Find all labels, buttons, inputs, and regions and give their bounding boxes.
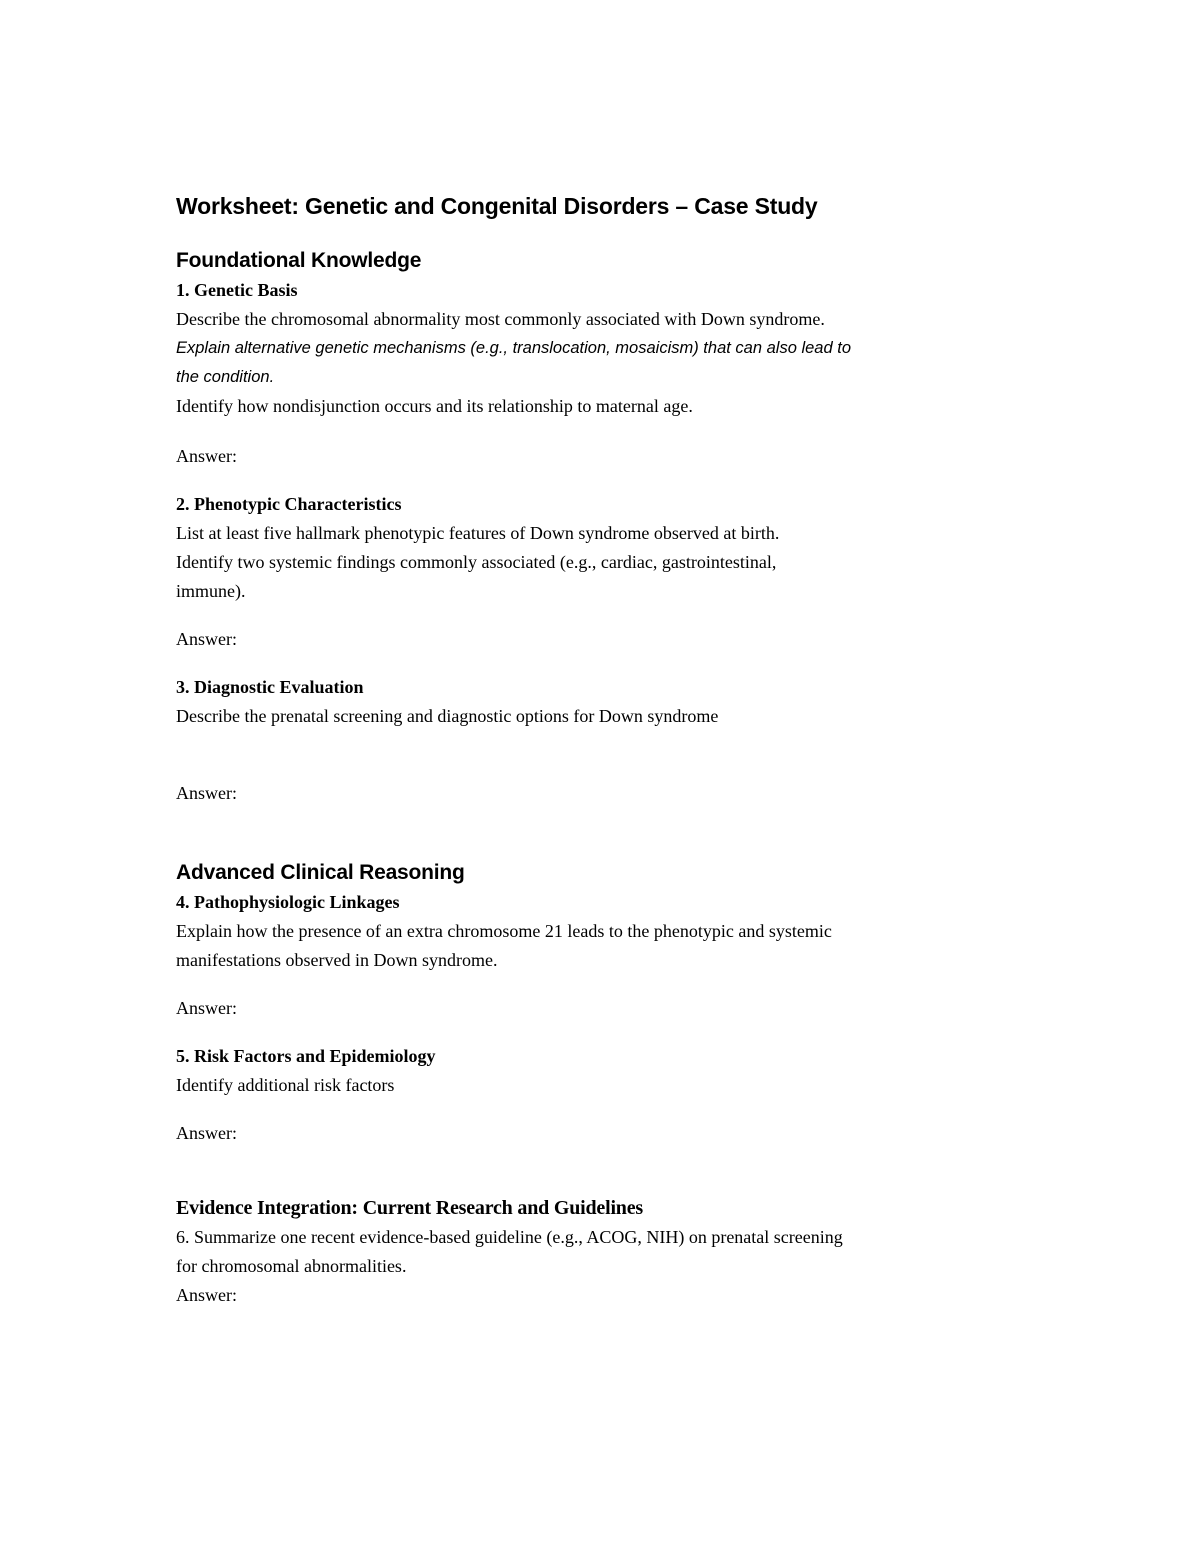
worksheet-page <box>176 190 1056 1310</box>
question-text: Identify two systemic findings commonly associated (e.g., cardiac, gastrointestinal, <box>176 552 777 572</box>
question-1 <box>176 276 1056 471</box>
question-text: Describe the prenatal screening and diagnostic options for Down syndrome <box>176 706 719 726</box>
answer-label: Answer: <box>176 1123 237 1143</box>
question-3 <box>176 673 1056 808</box>
question-title: 2. Phenotypic Characteristics <box>176 494 402 514</box>
question-text: Describe the chromosomal abnormality most commonly associated with Down syndrome. <box>176 309 825 329</box>
question-6 <box>176 1223 1056 1310</box>
section-heading-evidence-integration: Evidence Integration: Current Research and Guidelines <box>176 1197 643 1219</box>
answer-label: Answer: <box>176 1285 237 1305</box>
question-text: immune). <box>176 581 246 601</box>
section-heading-foundational-knowledge: Foundational Knowledge <box>176 249 422 272</box>
question-text: List at least five hallmark phenotypic features of Down syndrome observed at birth. <box>176 523 780 543</box>
question-text: Explain how the presence of an extra chromosome 21 leads to the phenotypic and systemic <box>176 921 832 941</box>
question-2 <box>176 490 1056 654</box>
question-text-italic: the condition. <box>176 368 275 386</box>
question-text: Identify additional risk factors <box>176 1075 395 1095</box>
question-title: 5. Risk Factors and Epidemiology <box>176 1046 436 1066</box>
question-title: 1. Genetic Basis <box>176 280 298 300</box>
question-text: Identify how nondisjunction occurs and its relationship to maternal age. <box>176 396 693 416</box>
section-heading-advanced-clinical-reasoning: Advanced Clinical Reasoning <box>176 861 465 884</box>
answer-label: Answer: <box>176 783 237 803</box>
answer-label: Answer: <box>176 446 237 466</box>
question-title: 3. Diagnostic Evaluation <box>176 677 364 697</box>
question-text: manifestations observed in Down syndrome. <box>176 950 498 970</box>
question-title: 4. Pathophysiologic Linkages <box>176 892 400 912</box>
question-4 <box>176 888 1056 1023</box>
document-title: Worksheet: Genetic and Congenital Disorders – Case Study <box>176 193 818 219</box>
question-text-italic: Explain alternative genetic mechanisms (e.g., translocation, mosaicism) that can also lead to <box>176 339 851 357</box>
answer-label: Answer: <box>176 998 237 1018</box>
answer-label: Answer: <box>176 629 237 649</box>
question-text: 6. Summarize one recent evidence-based guideline (e.g., ACOG, NIH) on prenatal screening <box>176 1227 843 1247</box>
question-text: for chromosomal abnormalities. <box>176 1256 407 1276</box>
question-5 <box>176 1042 1056 1148</box>
